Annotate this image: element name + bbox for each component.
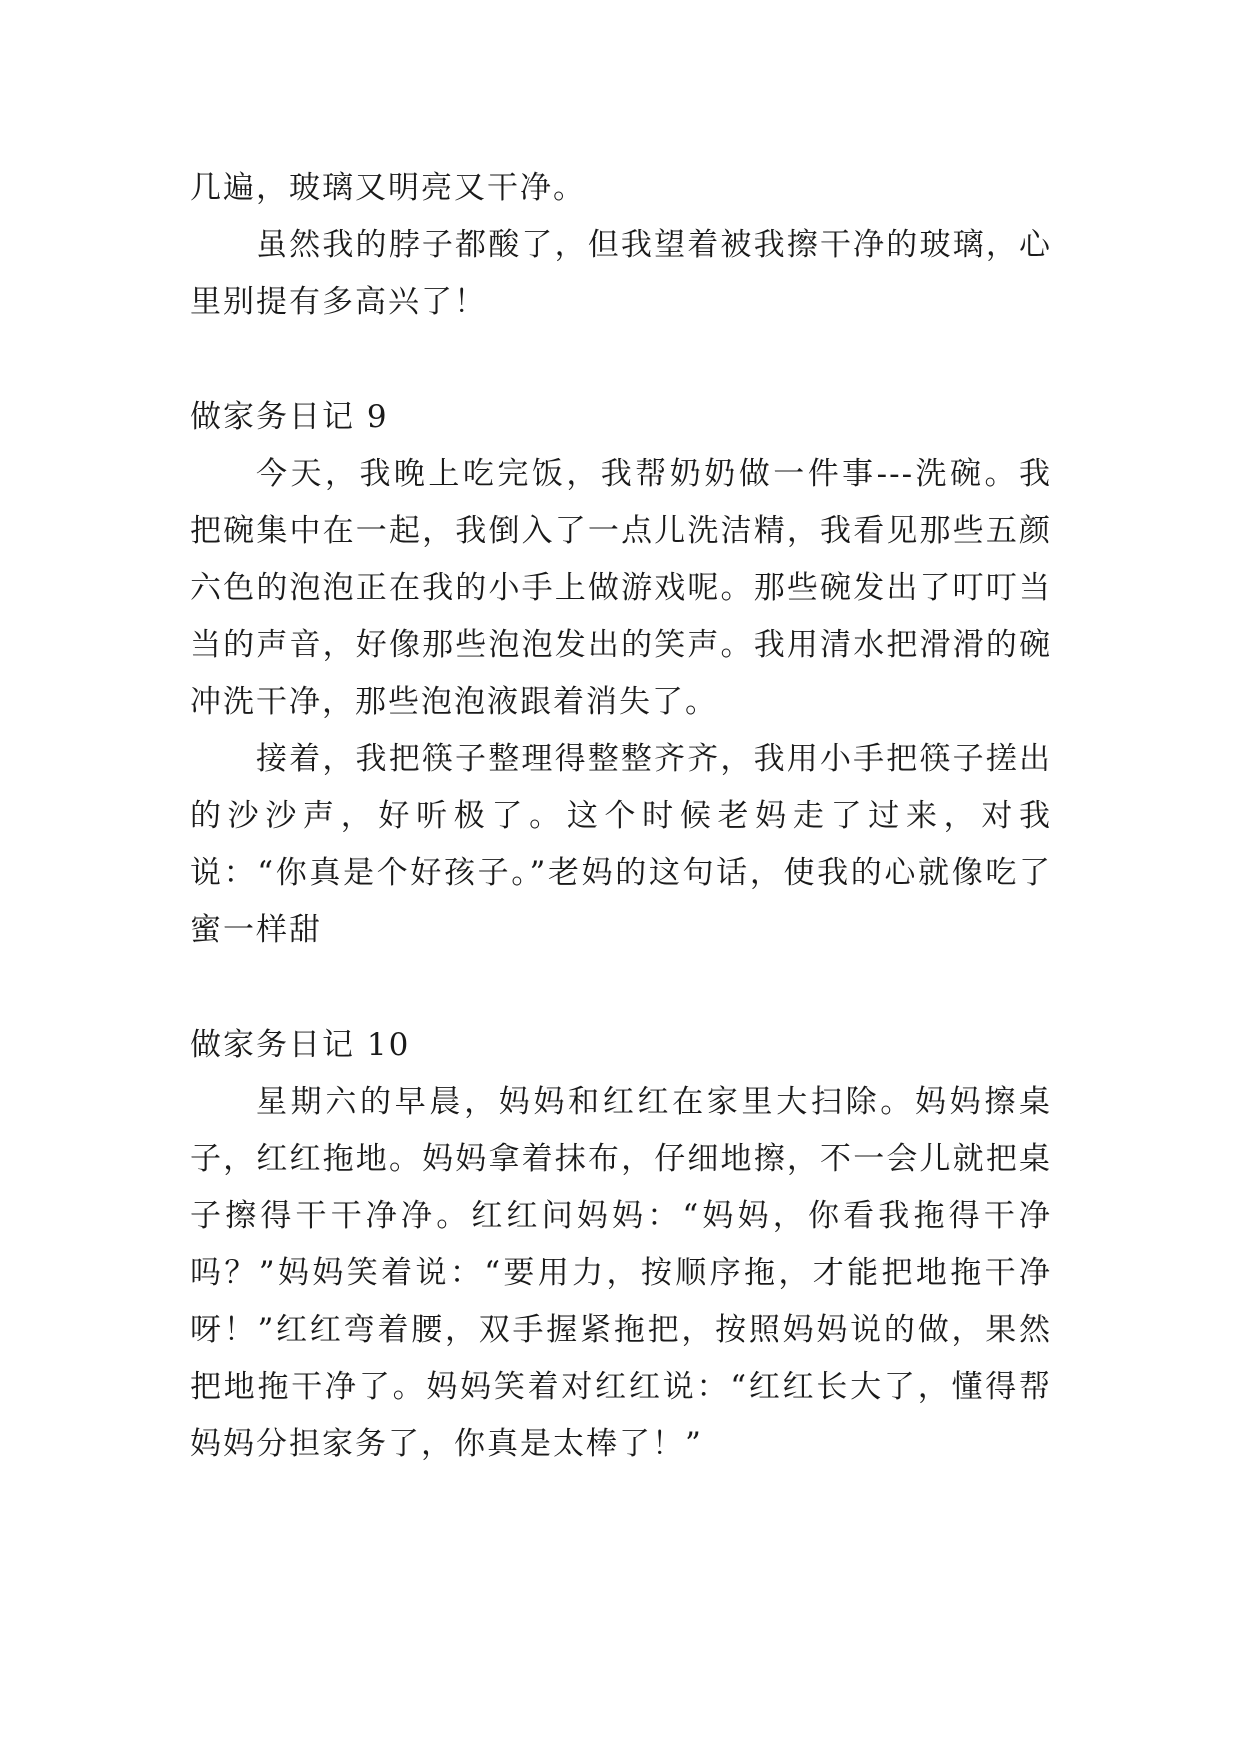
document-body [190,160,1052,1473]
section-spacer [190,331,1052,389]
paragraph: 今天，我晚上吃完饭，我帮奶奶做一件事---洗碗。我把碗集中在一起，我倒入了一点儿洗洁精，我看见那些五颜六色的泡泡正在我的小手上做游戏呢。那些碗发出了叮叮当当的声音，好像那些泡泡发出的笑声。我用清水把滑滑的碗冲洗干净，那些泡泡液跟着消失了。 [190,456,1052,720]
section-title-diary-10: 做家务日记 10 [190,1027,411,1063]
section-spacer [190,959,1052,1017]
section-title-diary-9: 做家务日记 9 [190,399,389,435]
paragraph-continuation: 几遍，玻璃又明亮又干净。 [190,170,586,206]
paragraph: 虽然我的脖子都酸了，但我望着被我擦干净的玻璃，心里别提有多高兴了！ [190,227,1052,320]
paragraph: 接着，我把筷子整理得整整齐齐，我用小手把筷子搓出的沙沙声，好听极了。这个时候老妈走了过来，对我说：“你真是个好孩子。”老妈的这句话，使我的心就像吃了蜜一样甜 [190,741,1052,948]
paragraph: 星期六的早晨，妈妈和红红在家里大扫除。妈妈擦桌子，红红拖地。妈妈拿着抹布，仔细地擦，不一会儿就把桌子擦得干干净净。红红问妈妈：“妈妈，你看我拖得干净吗？”妈妈笑着说：“要用力，按顺序拖，才能把地拖干净呀！”红红弯着腰，双手握紧拖把，按照妈妈说的做，果然把地拖干净了。妈妈笑着对红红说：“红红长大了，懂得帮妈妈分担家务了，你真是太棒了！” [190,1084,1052,1462]
